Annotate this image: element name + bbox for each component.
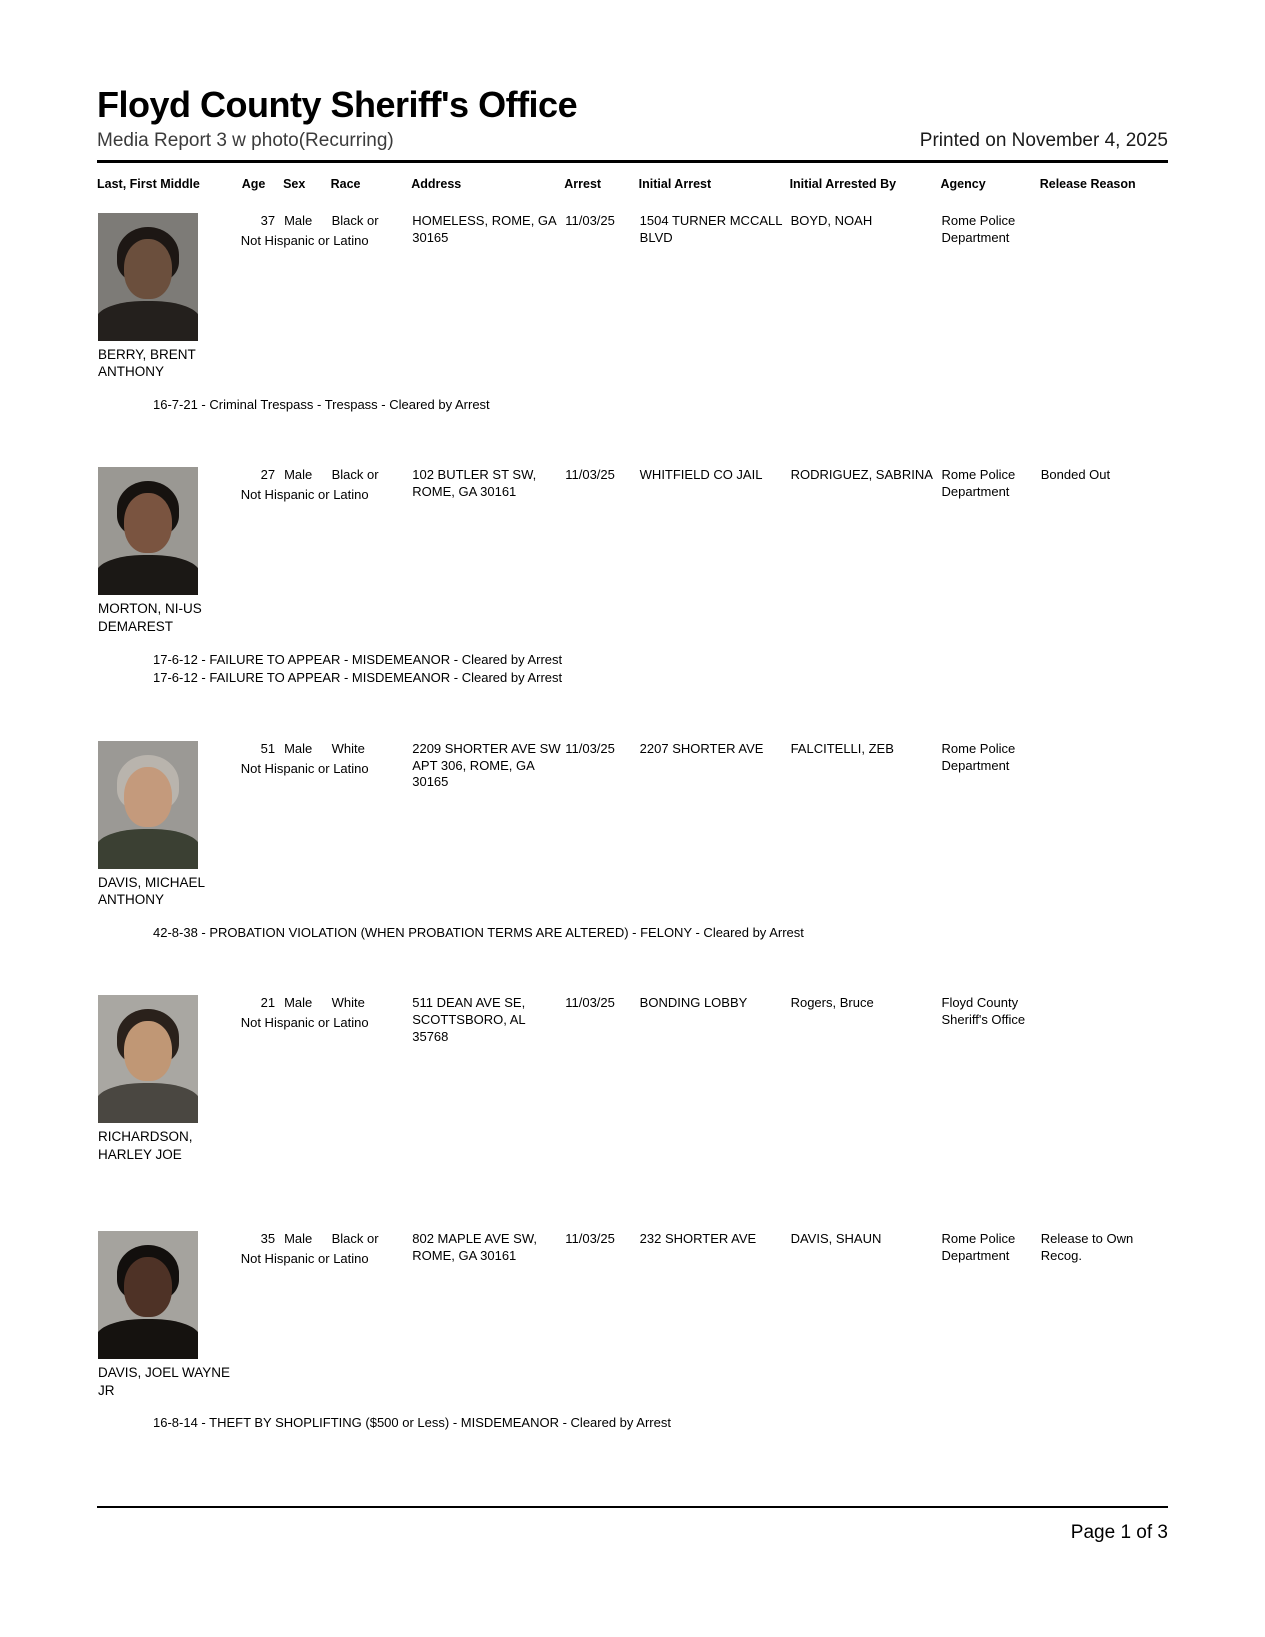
records-table — [97, 163, 1168, 1470]
inmate-address: 802 MAPLE AVE SW, ROME, GA 30161 — [412, 1231, 537, 1264]
table-row — [97, 197, 1168, 382]
inmate-photo-cell — [97, 725, 242, 910]
inmate-photo-cell — [97, 197, 242, 382]
charges-row — [97, 637, 1168, 689]
inmate-race: Black or — [331, 467, 379, 483]
release-reason — [1040, 979, 1168, 1164]
charges-row — [97, 1400, 1168, 1434]
charge-item: 42-8-38 - PROBATION VIOLATION (WHEN PROBATION TERMS ARE ALTERED) - FELONY - Cleared by Arrest — [153, 924, 804, 940]
initial-arrest-location: 232 SHORTER AVE — [639, 1231, 757, 1247]
inmate-ethnicity: Not Hispanic or Latino — [240, 1015, 369, 1031]
inmate-ethnicity: Not Hispanic or Latino — [240, 487, 369, 503]
initial-arrest-location: 1504 TURNER MCCALL BLVD — [639, 212, 782, 245]
column-header-initial-arrest: Initial Arrest — [638, 176, 712, 191]
initial-arresting-officer: BOYD, NOAH — [790, 212, 873, 228]
inmate-age: 51 — [260, 740, 276, 756]
charge-item: 16-7-21 - Criminal Trespass - Trespass - Cleared by Arrest — [153, 396, 490, 412]
column-header-arrest: Arrest — [564, 176, 602, 191]
column-header-release-reason: Release Reason — [1039, 176, 1136, 191]
charges-row — [97, 910, 1168, 944]
record-spacer-cell — [97, 1179, 1168, 1215]
column-header-race: Race — [330, 176, 361, 191]
column-header-address: Address — [411, 176, 462, 191]
record-spacer-cell — [97, 1434, 1168, 1470]
inmate-race: Black or — [331, 1231, 379, 1247]
page-title: Floyd County Sheriff's Office — [97, 84, 578, 125]
arresting-agency: Rome Police Department — [941, 467, 1016, 500]
charges-list — [97, 382, 1168, 416]
inmate-sex: Male — [284, 995, 313, 1011]
initial-arresting-officer: DAVIS, SHAUN — [790, 1231, 882, 1247]
arrest-date: 11/03/25 — [565, 740, 615, 756]
inmate-address: 102 BUTLER ST SW, ROME, GA 30161 — [412, 467, 537, 500]
column-header-age: Age — [241, 176, 266, 191]
release-reason: Bonded Out — [1040, 467, 1111, 483]
record-spacer — [97, 943, 1168, 979]
charges-list — [97, 637, 1168, 689]
inmate-name: MORTON, NI-US DEMAREST — [98, 601, 202, 634]
inmate-sex: Male — [284, 740, 313, 756]
record-spacer — [97, 1434, 1168, 1470]
mugshot-photo — [98, 467, 198, 595]
inmate-photo-cell — [97, 979, 242, 1164]
table-row — [97, 725, 1168, 910]
record-spacer — [97, 415, 1168, 451]
inmate-age: 35 — [260, 1231, 276, 1247]
initial-arresting-officer: RODRIGUEZ, SABRINA — [790, 467, 933, 483]
arresting-agency: Floyd County Sheriff's Office — [941, 995, 1026, 1028]
inmate-ethnicity: Not Hispanic or Latino — [240, 1251, 369, 1267]
records-body — [97, 197, 1168, 1470]
mugshot-photo — [98, 213, 198, 341]
arresting-agency: Rome Police Department — [941, 1231, 1016, 1264]
inmate-name: DAVIS, JOEL WAYNE JR — [98, 1365, 231, 1398]
charges-list — [97, 1400, 1168, 1434]
column-header-agency: Agency — [940, 176, 986, 191]
column-header-name: Last, First Middle — [97, 176, 200, 191]
page-number: Page 1 of 3 — [1070, 1522, 1168, 1543]
arrest-date: 11/03/25 — [565, 212, 615, 228]
report-subheader — [97, 130, 1168, 160]
charge-item: 17-6-12 - FAILURE TO APPEAR - MISDEMEANOR - Cleared by Arrest — [153, 651, 563, 667]
mugshot-photo — [98, 995, 198, 1123]
table-header-row — [97, 163, 1168, 197]
record-spacer — [97, 689, 1168, 725]
table-row — [97, 979, 1168, 1164]
charges-row — [97, 1164, 1168, 1179]
inmate-name: RICHARDSON, HARLEY JOE — [98, 1129, 193, 1162]
inmate-age: 21 — [260, 995, 276, 1011]
inmate-ethnicity: Not Hispanic or Latino — [240, 760, 369, 776]
inmate-photo-cell — [97, 451, 242, 636]
release-reason — [1040, 197, 1168, 382]
charge-item: 17-6-12 - FAILURE TO APPEAR - MISDEMEANOR - Cleared by Arrest — [153, 670, 563, 686]
arresting-agency: Rome Police Department — [941, 740, 1016, 773]
inmate-photo-cell — [97, 1215, 242, 1400]
table-row — [97, 1215, 1168, 1400]
record-spacer-cell — [97, 689, 1168, 725]
charge-item: 16-8-14 - THEFT BY SHOPLIFTING ($500 or Less) - MISDEMEANOR - Cleared by Arrest — [153, 1415, 671, 1431]
printed-date: Printed on November 4, 2025 — [919, 129, 1168, 151]
inmate-sex: Male — [284, 1231, 313, 1247]
release-reason: Release to Own Recog. — [1040, 1231, 1134, 1264]
record-spacer — [97, 1179, 1168, 1215]
initial-arrest-location: WHITFIELD CO JAIL — [639, 467, 763, 483]
report-name: Media Report 3 w photo(Recurring) — [97, 129, 394, 151]
inmate-address: 511 DEAN AVE SE, SCOTTSBORO, AL 35768 — [412, 995, 526, 1045]
mugshot-photo — [98, 741, 198, 869]
arrest-date: 11/03/25 — [565, 1231, 615, 1247]
inmate-age: 27 — [260, 467, 276, 483]
arresting-agency: Rome Police Department — [941, 212, 1016, 245]
initial-arrest-location: BONDING LOBBY — [639, 995, 748, 1011]
initial-arresting-officer: Rogers, Bruce — [790, 995, 874, 1011]
charges-row — [97, 382, 1168, 416]
inmate-race: White — [331, 995, 365, 1011]
inmate-sex: Male — [284, 212, 313, 228]
initial-arrest-location: 2207 SHORTER AVE — [639, 740, 764, 756]
mugshot-photo — [98, 1231, 198, 1359]
inmate-address: HOMELESS, ROME, GA 30165 — [412, 212, 556, 245]
inmate-address: 2209 SHORTER AVE SW APT 306, ROME, GA 30165 — [412, 740, 561, 790]
inmate-age: 37 — [260, 212, 276, 228]
column-header-initial-arrested-by: Initial Arrested By — [789, 176, 897, 191]
report-header — [97, 86, 1168, 163]
inmate-name: DAVIS, MICHAEL ANTHONY — [98, 874, 205, 908]
column-header-sex: Sex — [283, 176, 306, 191]
record-spacer-cell — [97, 943, 1168, 979]
inmate-name: BERRY, BRENT ANTHONY — [98, 346, 196, 380]
charges-list — [97, 910, 1168, 944]
inmate-sex: Male — [284, 467, 313, 483]
inmate-ethnicity: Not Hispanic or Latino — [240, 232, 369, 248]
release-reason — [1040, 725, 1168, 910]
record-spacer-cell — [97, 415, 1168, 451]
initial-arresting-officer: FALCITELLI, ZEB — [790, 740, 894, 756]
inmate-race: Black or — [331, 212, 379, 228]
arrest-date: 11/03/25 — [565, 995, 615, 1011]
inmate-race: White — [331, 740, 365, 756]
charges-list — [97, 1164, 1168, 1179]
table-row — [97, 451, 1168, 636]
arrest-date: 11/03/25 — [565, 467, 615, 483]
